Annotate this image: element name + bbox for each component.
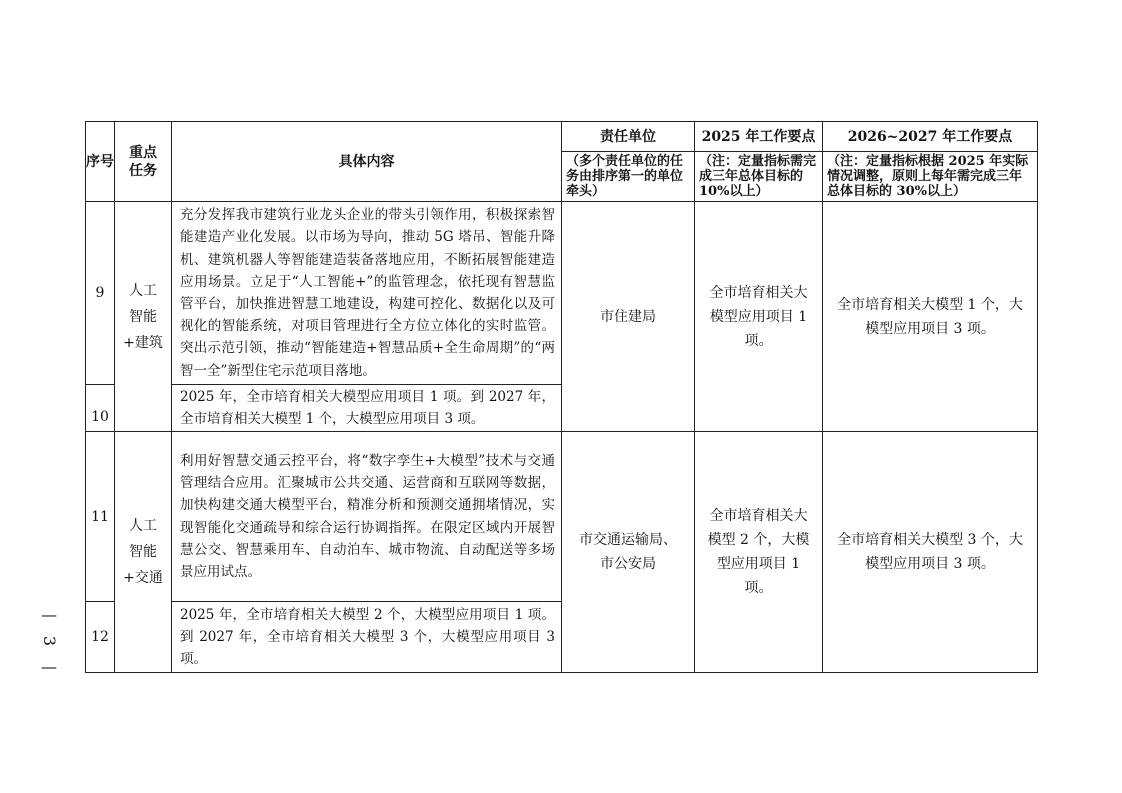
unit-cell: 市住建局	[562, 202, 695, 432]
header-unit: 责任单位	[562, 122, 695, 152]
goal-2027-cell: 全市培育相关大模型 3 个，大模型应用项目 3 项。	[823, 432, 1038, 673]
content-cell: 2025 年，全市培育相关大模型应用项目 1 项。到 2027 年，全市培育相关大模型 1 个，大模型应用项目 3 项。	[172, 385, 562, 432]
content-cell: 利用好智慧交通云控平台，将“数字孪生+大模型”技术与交通管理结合应用。汇聚城市公共交通、运营商和互联网等数据，加快构建交通大模型平台，精准分析和预测交通拥堵情况，实现智能化交通疏导和综合运行协调指挥。在限定区域内开展智慧公交、智慧乘用车、自动泊车、城市物流、自动配送等多场景应用试点。	[172, 432, 562, 602]
header-goal-2025-note: （注：定量指标需完成三年总体目标的 10%以上）	[695, 152, 823, 202]
header-task: 重点任务	[115, 122, 172, 202]
task-cell: 人工智能+建筑	[115, 202, 172, 432]
page-number-dash-bottom: —	[41, 657, 57, 676]
task-cell: 人工智能+交通	[115, 432, 172, 673]
header-seq: 序号	[86, 122, 115, 202]
page-number-digit: 3	[40, 635, 59, 647]
seq-cell: 10	[86, 385, 115, 432]
table-row	[86, 432, 1038, 602]
page-number	[34, 606, 64, 676]
content-cell: 充分发挥我市建筑行业龙头企业的带头引领作用，积极探索智能建造产业化发展。以市场为导向，推动 5G 塔吊、智能升降机、建筑机器人等智能建造装备落地应用，不断拓展智能建造应用场景。立足于“人工智能+”的监管理念，依托现有智慧监管平台，加快推进智慧工地建设，构建可控化、数据化以及可视化的智能系统，对项目管理进行全方位立体化的实时监管。突出示范引领，推动“智能建造+智慧品质+全生命周期”的“两智一全”新型住宅示范项目落地。	[172, 202, 562, 385]
header-goal-2027-note: （注：定量指标根据 2025 年实际情况调整，原则上每年需完成三年总体目标的 30%以上）	[823, 152, 1038, 202]
content-cell: 2025 年，全市培育相关大模型 2 个，大模型应用项目 1 项。到 2027 年，全市培育相关大模型 3 个，大模型应用项目 3 项。	[172, 602, 562, 673]
goal-2027-cell: 全市培育相关大模型 1 个，大模型应用项目 3 项。	[823, 202, 1038, 432]
header-content: 具体内容	[172, 122, 562, 202]
seq-cell: 12	[86, 602, 115, 673]
seq-cell: 9	[86, 202, 115, 385]
task-table	[85, 121, 1038, 673]
goal-2025-cell: 全市培育相关大模型应用项目 1 项。	[695, 202, 823, 432]
header-unit-note: （多个责任单位的任务由排序第一的单位牵头）	[562, 152, 695, 202]
header-goal-2027: 2026~2027 年工作要点	[823, 122, 1038, 152]
table-row	[86, 202, 1038, 385]
page-number-dash-top: —	[41, 605, 57, 624]
seq-cell: 11	[86, 432, 115, 602]
goal-2025-cell: 全市培育相关大模型 2 个，大模型应用项目 1 项。	[695, 432, 823, 673]
unit-cell: 市交通运输局、市公安局	[562, 432, 695, 673]
header-goal-2025: 2025 年工作要点	[695, 122, 823, 152]
